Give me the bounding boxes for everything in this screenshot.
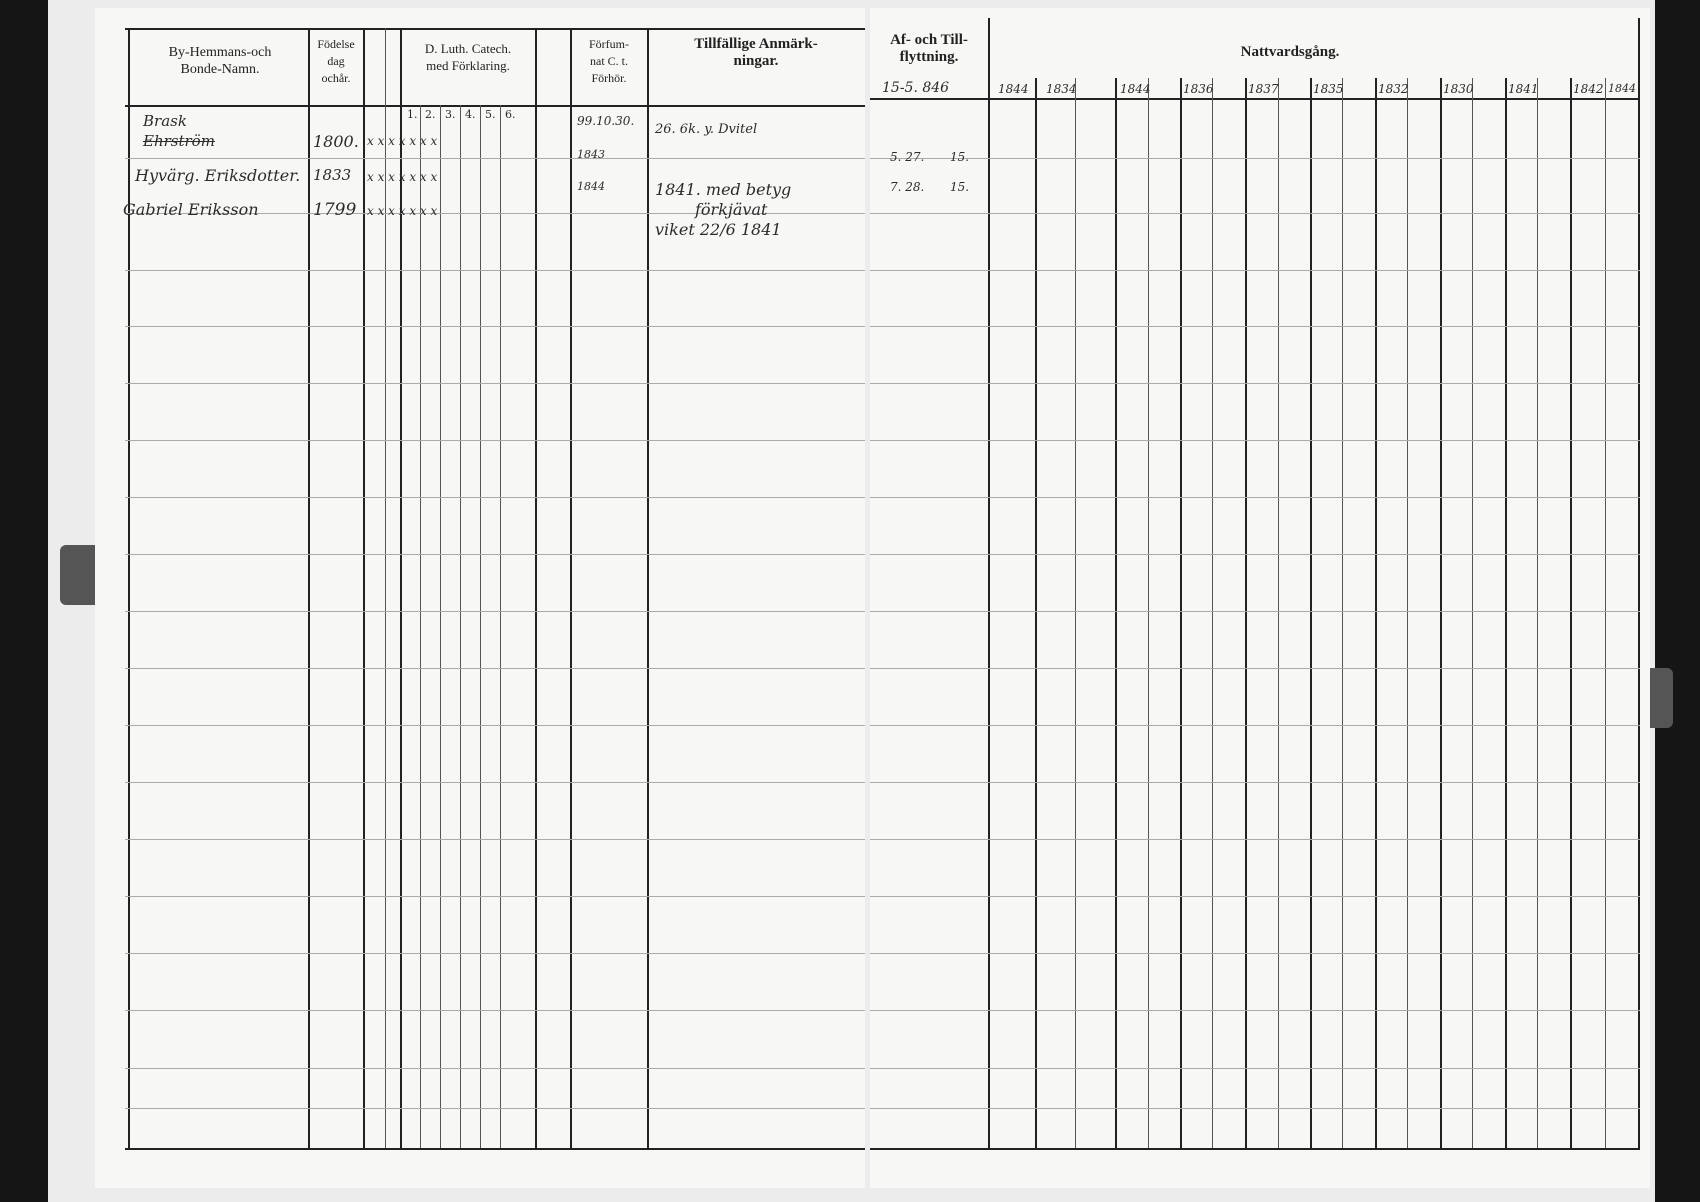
entry-date: 1843 <box>577 148 605 161</box>
entry-remark: 1841. med betyg <box>655 180 792 199</box>
catechism-number: 4. <box>465 108 476 121</box>
entry-date: 1844 <box>577 180 605 193</box>
moving-entry: 15-5. 846 <box>882 80 950 96</box>
year-label: 1835 <box>1313 82 1344 96</box>
catechism-number: 3. <box>445 108 456 121</box>
entry-marks: x x x x x x x <box>367 204 438 218</box>
entry-name: Brask <box>143 112 187 130</box>
year-label: 1830 <box>1443 82 1474 96</box>
entry-birth: 1833 <box>313 166 352 184</box>
entry-name: Hyvärg. Eriksdotter. <box>135 166 301 185</box>
year-label: 1836 <box>1183 82 1214 96</box>
left-page <box>95 8 865 1188</box>
entry-date: 99.10.30. <box>577 114 635 128</box>
year-label: 1841 <box>1508 82 1539 96</box>
header-birth: Födelse dag ochår. <box>317 37 355 85</box>
moving-value: 15. <box>950 180 970 194</box>
catechism-number: 5. <box>485 108 496 121</box>
year-label: 1844 <box>998 82 1029 96</box>
entry-marks: x x x x x x x <box>367 170 438 184</box>
left-binding <box>0 0 48 1202</box>
header-communion: Nattvardsgång. <box>1240 44 1340 60</box>
header-names: By-Hemmans-och Bonde-Namn. <box>168 45 272 77</box>
catechism-number: 2. <box>425 108 436 121</box>
header-confirmation: Förfum- nat C. t. Förhör. <box>589 37 629 85</box>
entry-birth: 1799 <box>313 200 357 220</box>
header-catechism: D. Luth. Catech. med Förklaring. <box>424 41 512 73</box>
right-binding <box>1655 0 1700 1202</box>
year-label: 1834 <box>1046 82 1077 96</box>
year-label: 1844 <box>1120 82 1151 96</box>
moving-value: 7. 28. <box>890 180 925 194</box>
year-label: 1844 <box>1608 82 1636 95</box>
entry-marks: x x x x x x x <box>367 134 438 148</box>
entry-name: Ehrström <box>143 132 215 150</box>
header-remarks: Tillfällige Anmärk- ningar. <box>694 36 818 69</box>
entry-birth: 1800. <box>313 132 359 151</box>
right-page <box>870 8 1650 1188</box>
catechism-number: 1. <box>407 108 418 121</box>
year-label: 1837 <box>1248 82 1279 96</box>
year-label: 1842 <box>1573 82 1604 96</box>
year-label: 1832 <box>1378 82 1409 96</box>
header-moving: Af- och Till- flyttning. <box>890 32 968 65</box>
entry-remark-extra: viket 22/6 1841 <box>655 220 782 239</box>
entry-remark: 26. 6k. y. Dvitel <box>655 122 758 137</box>
moving-value: 15. <box>950 150 970 164</box>
entry-name: Gabriel Eriksson <box>123 200 259 219</box>
entry-remark: förkjävat <box>695 200 768 219</box>
moving-value: 5. 27. <box>890 150 925 164</box>
catechism-number: 6. <box>505 108 516 121</box>
